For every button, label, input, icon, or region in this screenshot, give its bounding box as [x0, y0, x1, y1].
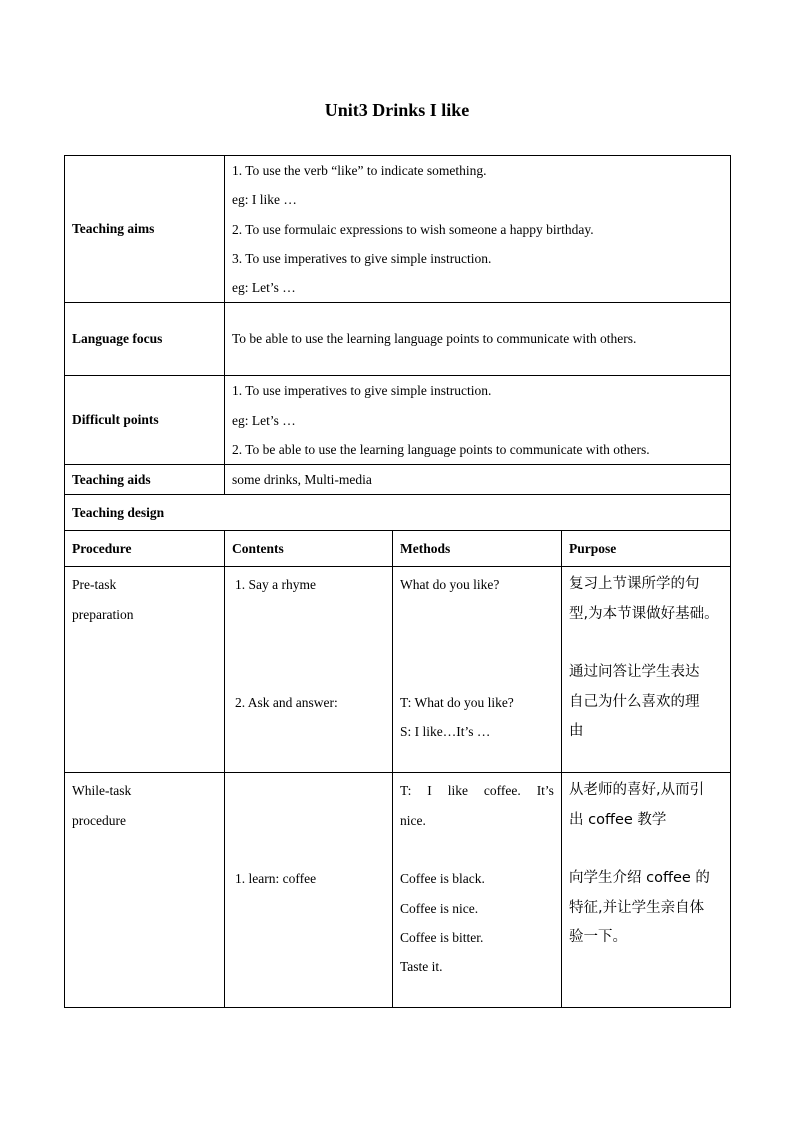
pre-task-contents: [225, 567, 393, 773]
purpose-line: 出 coffee 教学: [569, 811, 667, 828]
lesson-plan-table: [64, 155, 731, 1008]
methods-line: Coffee is nice.: [400, 900, 479, 916]
table-header-row: [65, 531, 731, 567]
aims-line: 1. To use the verb “like” to indicate something.: [232, 163, 487, 178]
methods-line: Coffee is bitter.: [400, 929, 484, 945]
teaching-aids-content: some drinks, Multi-media: [225, 465, 731, 495]
aims-line: eg: I like …: [232, 192, 297, 208]
purpose-line: 复习上节课所学的句: [569, 576, 700, 593]
contents-line: 1. learn: coffee: [235, 871, 317, 887]
purpose-line: 从老师的喜好,从而引: [569, 782, 705, 799]
table-row: [65, 567, 731, 773]
while-task-contents: [225, 773, 393, 1008]
methods-line: S: I like…It’s …: [400, 723, 491, 739]
while-task-purpose: [562, 773, 731, 1008]
methods-line: nice.: [400, 812, 426, 828]
difficult-points-content: [225, 376, 731, 465]
methods-header: Methods: [393, 531, 562, 567]
teaching-design-label: Teaching design: [65, 495, 731, 531]
teaching-design-row: [65, 495, 731, 531]
procedure-line: procedure: [72, 812, 126, 828]
methods-word: coffee.: [483, 783, 521, 799]
purpose-line: 自己为什么喜欢的理: [569, 693, 700, 710]
teaching-aids-label: Teaching aids: [65, 465, 225, 495]
purpose-line: 通过问答让学生表达: [569, 664, 700, 681]
teaching-aims-content: [225, 156, 731, 303]
table-row: [65, 773, 731, 1008]
aims-line: 3. To use imperatives to give simple instruction.: [232, 250, 492, 266]
while-task-procedure: [65, 773, 225, 1008]
while-task-methods: [393, 773, 562, 1008]
methods-word: I: [427, 783, 432, 799]
contents-header: Contents: [225, 531, 393, 567]
difficult-line: 2. To be able to use the learning language points to communicate with others.: [232, 442, 650, 458]
methods-line: Taste it.: [400, 959, 443, 975]
procedure-line: While-task: [72, 783, 132, 799]
language-focus-content: To be able to use the learning language points to communicate with others.: [225, 303, 731, 376]
difficult-line: eg: Let’s …: [232, 412, 296, 428]
purpose-line: 由: [569, 722, 584, 739]
methods-line: [400, 776, 554, 805]
pre-task-procedure: [65, 567, 225, 773]
aims-line: 2. To use formulaic expressions to wish someone a happy birthday.: [232, 221, 594, 237]
page-title: Unit3 Drinks I like: [324, 100, 470, 120]
procedure-line: Pre-task: [72, 577, 117, 593]
language-focus-label: Language focus: [65, 303, 225, 376]
procedure-header: Procedure: [65, 531, 225, 567]
pre-task-purpose: [562, 567, 731, 773]
teaching-aims-row: [65, 156, 731, 303]
difficult-points-row: [65, 376, 731, 465]
difficult-points-label: Difficult points: [65, 376, 225, 465]
difficult-line: 1. To use imperatives to give simple instruction.: [232, 383, 492, 399]
methods-line: Coffee is black.: [400, 871, 485, 887]
contents-line: 1. Say a rhyme: [235, 577, 316, 593]
methods-word: T:: [400, 783, 412, 799]
purpose-line: 特征,并让学生亲自体: [569, 899, 705, 916]
purpose-line: 向学生介绍 coffee 的: [569, 870, 710, 887]
teaching-aims-label: Teaching aims: [65, 156, 225, 303]
language-focus-row: [65, 303, 731, 376]
procedure-line: preparation: [72, 606, 134, 622]
methods-line: T: What do you like?: [400, 694, 514, 710]
purpose-header: Purpose: [562, 531, 731, 567]
methods-line: What do you like?: [400, 577, 500, 593]
purpose-line: 型,为本节课做好基础。: [569, 605, 719, 622]
teaching-aids-row: [65, 465, 731, 495]
methods-word: like: [447, 783, 468, 799]
contents-line: 2. Ask and answer:: [235, 694, 338, 710]
purpose-line: 验一下。: [569, 928, 627, 945]
pre-task-methods: [393, 567, 562, 773]
aims-line: eg: Let’s …: [232, 280, 296, 296]
methods-word: It’s: [536, 783, 554, 799]
